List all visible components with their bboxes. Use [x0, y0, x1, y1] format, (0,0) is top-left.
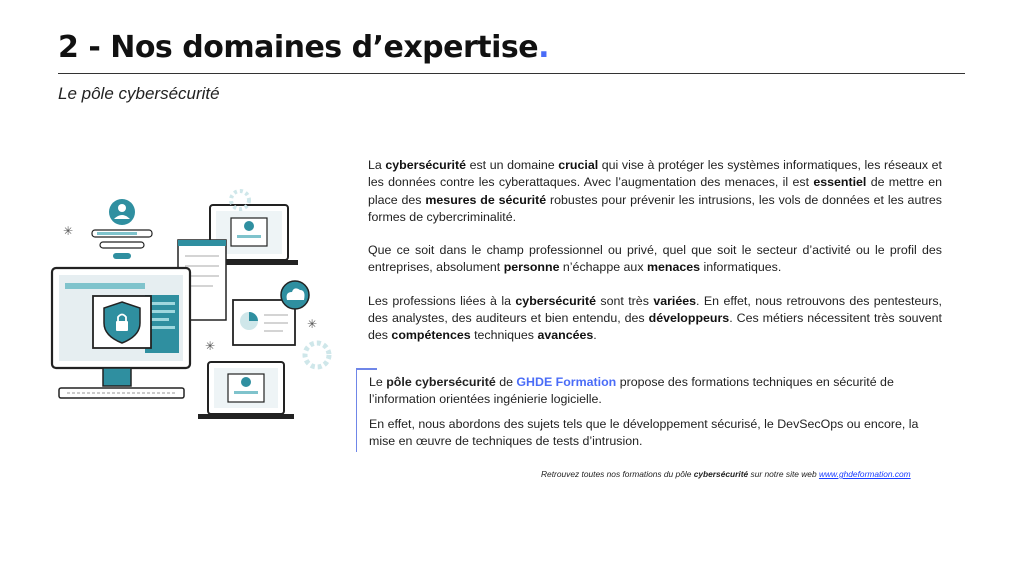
text: propose des formations techniques en sécurité de l’information orientées ingénierie logicielle.: [369, 375, 894, 407]
user-icon: [92, 199, 152, 259]
bold-text: compétences: [391, 328, 471, 343]
text: sont très: [596, 293, 654, 308]
text: Que ce soit dans le champ professionnel ou privé, quel que soit le secteur d’activité ou le profil des entreprises, absolument: [368, 243, 942, 275]
website-link[interactable]: www.ghdeformation.com: [818, 469, 911, 479]
bold-text: mesures de sécurité: [425, 192, 547, 207]
title-dot: .: [538, 30, 550, 65]
bold-text: avancées: [537, 328, 594, 343]
text: Retrouvez toutes nos formations du pôle: [541, 469, 694, 479]
text: de mettre en place des: [368, 175, 943, 207]
callout-paragraph-1: [369, 374, 942, 409]
text: robustes pour prévenir les intrusions, les vols de données et les autres formes de cybercriminalité.: [368, 192, 942, 224]
text: .: [593, 328, 597, 343]
callout-paragraph-2: En effet, nous abordons des sujets tels que le développement sécurisé, le DevSecOps ou encore, la mise en œuvre de techniques de tests d’intrusion.: [369, 416, 919, 448]
svg-text:✳: ✳: [205, 339, 216, 353]
text: Les professions liées à la: [368, 293, 516, 308]
text: sur notre site web: [748, 469, 819, 479]
bold-text: développeurs: [648, 311, 730, 326]
cybersecurity-illustration: [45, 180, 345, 440]
footer-note: [541, 469, 911, 479]
svg-text:✳: ✳: [307, 317, 318, 331]
text: La: [368, 158, 386, 172]
cloud-icon: [281, 281, 309, 309]
text: . Ces métiers nécessitent très souvent des: [368, 311, 942, 343]
paragraph-threats: [368, 242, 942, 277]
paragraph-professions: [368, 293, 942, 345]
bold-text: personne: [503, 260, 560, 275]
title-text: 2 - Nos domaines d’expertise: [58, 30, 539, 65]
main-text: [368, 157, 942, 361]
text: Le: [369, 375, 387, 389]
bold-text: menaces: [646, 260, 701, 275]
laptop-icon: [198, 362, 294, 419]
text: qui vise à protéger les systèmes informatiques, les réseaux et les données contre les cyberattaques. Avec l’augmentation des menaces, il est: [368, 158, 942, 190]
text: techniques: [470, 328, 538, 343]
bold-text: cybersécurité: [515, 293, 596, 308]
brand-name: GHDE Formation: [516, 375, 617, 389]
text: de: [495, 375, 517, 389]
callout-box: [356, 368, 942, 452]
page-subtitle: Le pôle cybersécurité: [58, 84, 220, 103]
svg-text:✳: ✳: [63, 224, 74, 238]
page-title: [58, 30, 549, 65]
bold-text: cybersécurité: [385, 158, 466, 172]
bold-text: essentiel: [813, 175, 867, 190]
bold-text: crucial: [558, 158, 599, 172]
text: . En effet, nous retrouvons des pentesteurs, des analystes, des auditeurs et bien entendu, des: [368, 293, 942, 326]
text: n’échappe aux: [559, 260, 647, 275]
pie-chart-icon: [233, 300, 295, 345]
title-divider: [58, 73, 965, 74]
text: informatiques.: [700, 260, 782, 275]
bold-text: variées: [653, 293, 697, 308]
paragraph-intro: [368, 157, 942, 226]
bold-text: pôle cybersécurité: [386, 375, 496, 389]
shield-lock-icon: [93, 296, 151, 348]
bold-text: cybersécurité: [693, 469, 749, 479]
text: est un domaine: [465, 158, 559, 172]
